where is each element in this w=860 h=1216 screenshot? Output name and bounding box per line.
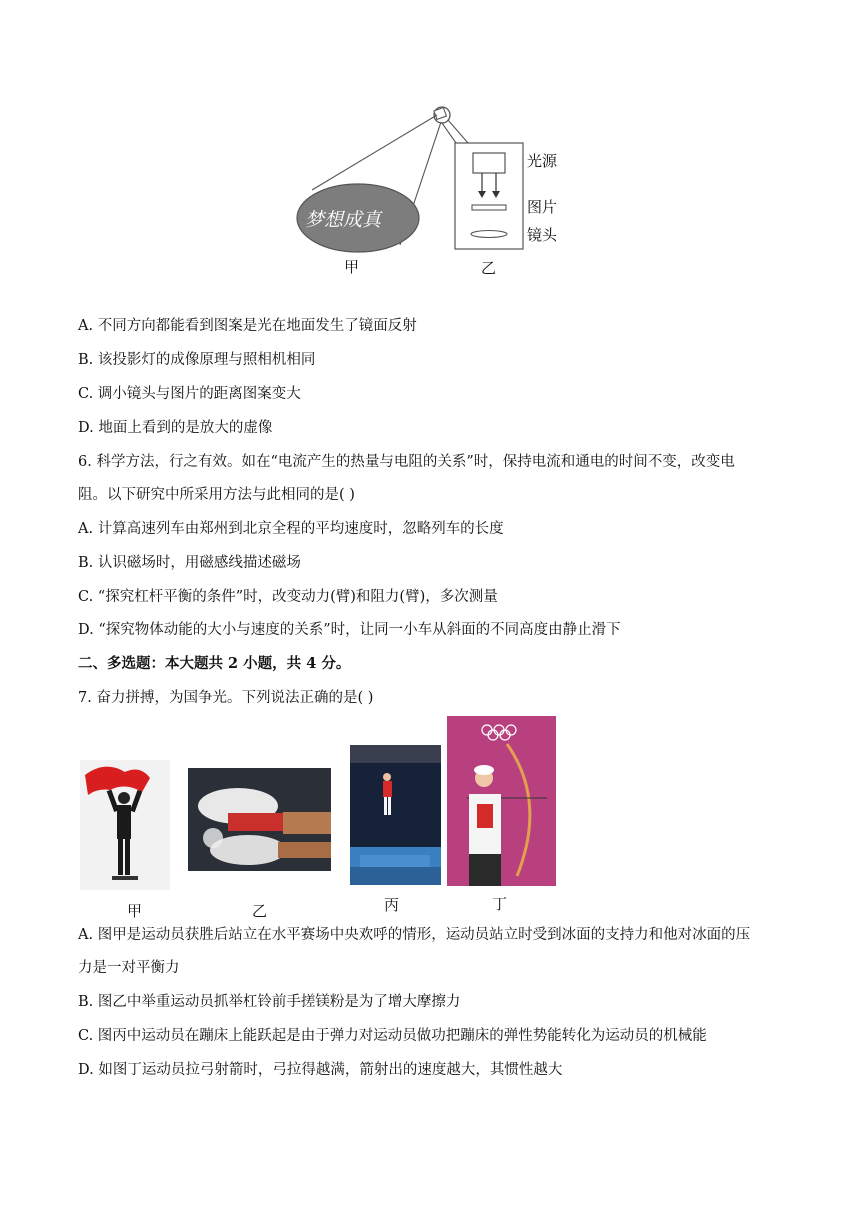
- q7-option-b: B. 图乙中举重运动员抓举杠铃前手搓镁粉是为了增大摩擦力: [78, 994, 461, 1010]
- q5-option-a: A. 不同方向都能看到图案是光在地面发生了镜面反射: [78, 318, 417, 334]
- photo-label-jia: 甲: [127, 902, 143, 920]
- figure-label-yi: 乙: [481, 259, 497, 277]
- photo-label-ding: 丁: [492, 895, 508, 913]
- q6-option-b: B. 认识磁场时，用磁感线描述磁场: [78, 555, 301, 571]
- q6-stem-line2: 阻。以下研究中所采用方法与此相同的是( ): [78, 487, 355, 503]
- q6-stem-line1: 6. 科学方法，行之有效。如在“电流产生的热量与电阻的关系”时，保持电流和通电的时间不变，改变电: [78, 454, 735, 470]
- lens-shape: [471, 231, 507, 238]
- photo-label-bing: 丙: [384, 896, 400, 914]
- light-source-box: [473, 153, 505, 173]
- q5-option-c: C. 调小镜头与图片的距离图案变大: [78, 386, 301, 402]
- photo-bing-trampoline: [350, 745, 441, 885]
- ellipse-text: 梦想成真: [305, 209, 382, 231]
- q7-option-a-line2: 力是一对平衡力: [78, 960, 180, 976]
- light-source-label: 光源: [527, 152, 558, 170]
- photo-ding-archer: [447, 716, 556, 886]
- lens-label: 镜头: [527, 226, 558, 244]
- light-ray-left: [312, 115, 437, 190]
- photo-yi-hands-chalk: [188, 768, 331, 871]
- q6-option-d: D. “探究物体动能的大小与速度的关系”时，让同一小车从斜面的不同高度由静止滑下: [78, 622, 621, 638]
- q7-option-d: D. 如图丁运动员拉弓射箭时，弓拉得越满，箭射出的速度越大，其惯性越大: [78, 1062, 563, 1078]
- figure-label-jia: 甲: [344, 258, 360, 276]
- q7-option-a-line1: A. 图甲是运动员获胜后站立在水平赛场中央欢呼的情形，运动员站立时受到冰面的支持力和他对冰面的压: [78, 927, 751, 943]
- q6-option-c: C. “探究杠杆平衡的条件”时，改变动力(臂)和阻力(臂)，多次测量: [78, 589, 498, 605]
- q6-option-a: A. 计算高速列车由郑州到北京全程的平均速度时，忽略列车的长度: [78, 521, 504, 537]
- q5-option-d: D. 地面上看到的是放大的虚像: [78, 420, 273, 436]
- section-title: 二、多选题：本大题共 2 小题，共 4 分。: [78, 655, 351, 672]
- q7-stem: 7. 奋力拼搏，为国争光。下列说法正确的是( ): [78, 690, 374, 706]
- photo-label-yi: 乙: [252, 902, 268, 920]
- projector-diagram: [290, 95, 590, 280]
- picture-label: 图片: [527, 198, 558, 216]
- photo-jia-skater: [80, 760, 170, 890]
- q5-option-b: B. 该投影灯的成像原理与照相机相同: [78, 352, 316, 368]
- q7-option-c: C. 图丙中运动员在蹦床上能跃起是由于弹力对运动员做功把蹦床的弹性势能转化为运动员的机械能: [78, 1028, 707, 1044]
- picture-slide: [472, 205, 506, 210]
